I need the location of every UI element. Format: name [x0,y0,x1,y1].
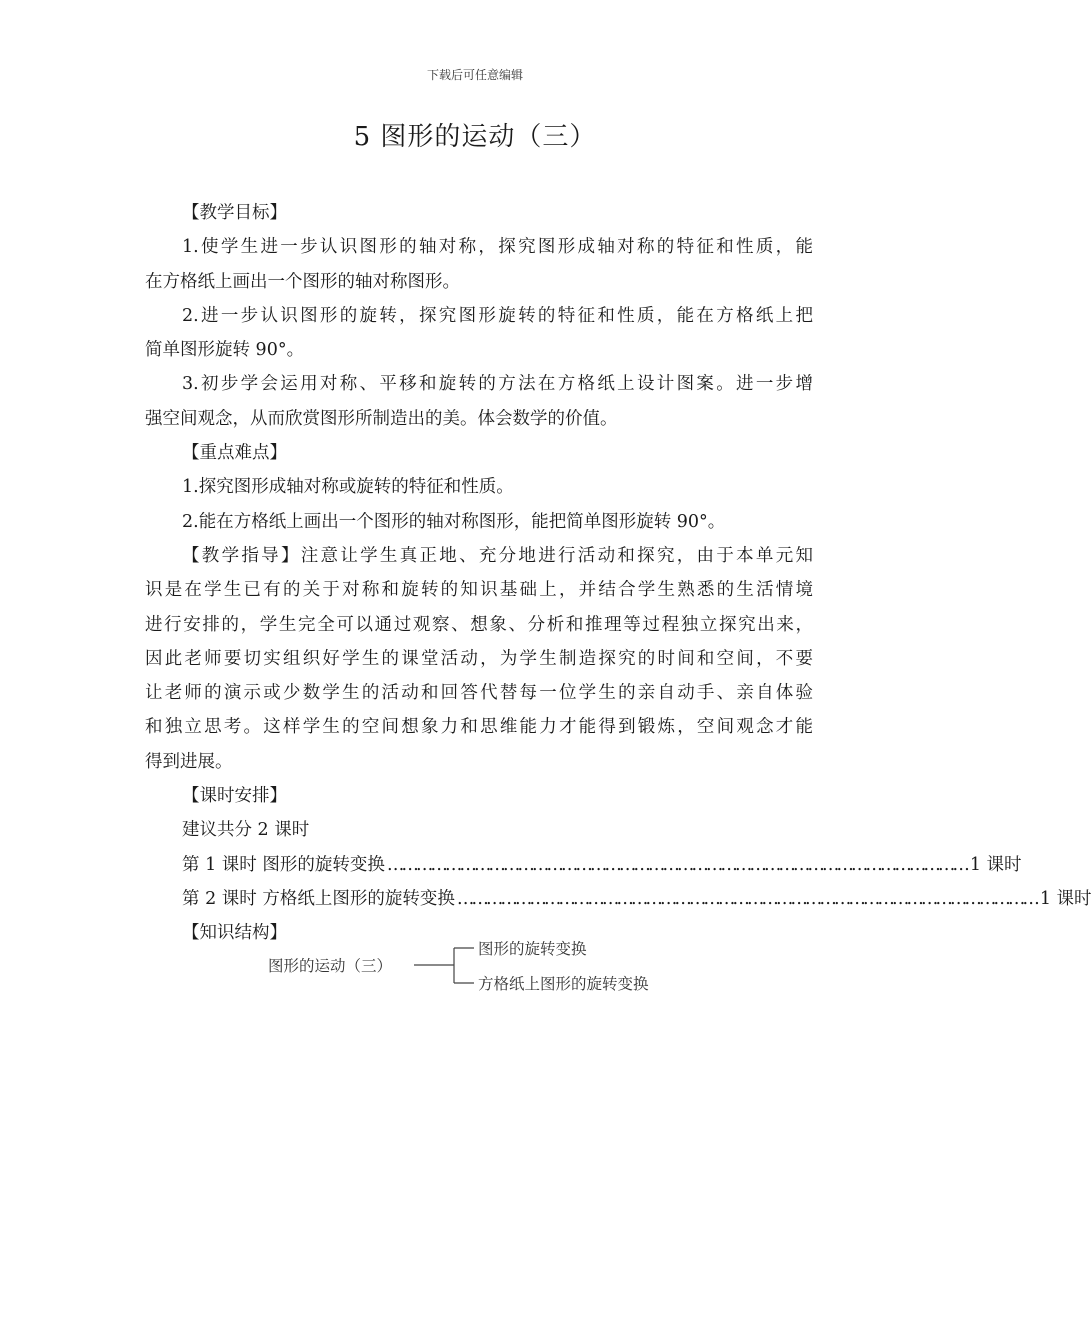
guide-line-7: 得到进展。 [145,751,233,772]
guide-line-2: 识是在学生已有的关于对称和旋转的知识基础上，并结合学生熟悉的生活情境 [145,580,813,601]
leader-dots: ………………………………………………………………………………………………………… [456,888,1037,909]
goal-1-line-2: 在方格纸上画出一个图形的轴对称图形。 [145,271,460,292]
key-point-2: 2.能在方格纸上画出一个图形的轴对称图形，能把简单图形旋转 90°。 [182,511,726,532]
guide-line-1: 【教学指导】注意让学生真正地、充分地进行活动和探究，由于本单元知 [182,545,813,566]
guide-line-4: 因此老师要切实组织好学生的课堂活动，为学生制造探究的时间和空间，不要 [145,648,813,669]
diagram-branch-2: 方格纸上图形的旋转变换 [478,975,649,993]
knowledge-structure-diagram [268,937,708,997]
leader-dots: ………………………………………………………………………………………………………… [386,854,967,875]
schedule-row-1-label: 第 1 课时 图形的旋转变换 [182,854,385,875]
structure-heading: 【知识结构】 [182,923,287,944]
guide-line-3: 进行安排的，学生完全可以通过观察、想象、分析和推理等过程独立探究出来， [145,614,813,635]
goal-3-line-1: 3.初步学会运用对称、平移和旋转的方法在方格纸上设计图案。进一步增 [182,374,813,395]
key-point-1: 1.探究图形成轴对称或旋转的特征和性质。 [182,477,514,498]
goal-2-line-1: 2.进一步认识图形的旋转，探究图形旋转的特征和性质，能在方格纸上把 [182,305,813,326]
diagram-branch-1: 图形的旋转变换 [478,940,587,958]
page-title: 5 图形的运动（三） [353,122,597,152]
schedule-row-1 [182,848,1022,882]
schedule-heading: 【课时安排】 [182,786,287,807]
schedule-row-2-label: 第 2 课时 方格纸上图形的旋转变换 [182,888,455,909]
goal-3-line-2: 强空间观念，从而欣赏图形所制造出的美。体会数学的价值。 [145,408,618,429]
goals-heading: 【教学目标】 [182,203,287,223]
key-heading: 【重点难点】 [182,443,287,464]
schedule-intro: 建议共分 2 课时 [182,820,310,841]
goal-1-line-1: 1.使学生进一步认识图形的轴对称，探究图形成轴对称的特征和性质，能 [182,237,813,258]
guide-line-6: 和独立思考。这样学生的空间想象力和思维能力才能得到锻炼，空间观念才能 [145,717,813,738]
goal-2-line-2: 简单图形旋转 90°。 [145,340,305,361]
document-body [145,196,1092,951]
schedule-row-2-value: 1 课时 [1039,888,1092,909]
guide-line-5: 让老师的演示或少数学生的活动和回答代替每一位学生的亲自动手、亲自体验 [145,683,813,704]
schedule-row-2 [182,882,1092,916]
diagram-root: 图形的运动（三） [268,957,393,975]
header-note: 下载后可任意编辑 [426,68,523,82]
schedule-row-1-value: 1 课时 [969,854,1022,875]
